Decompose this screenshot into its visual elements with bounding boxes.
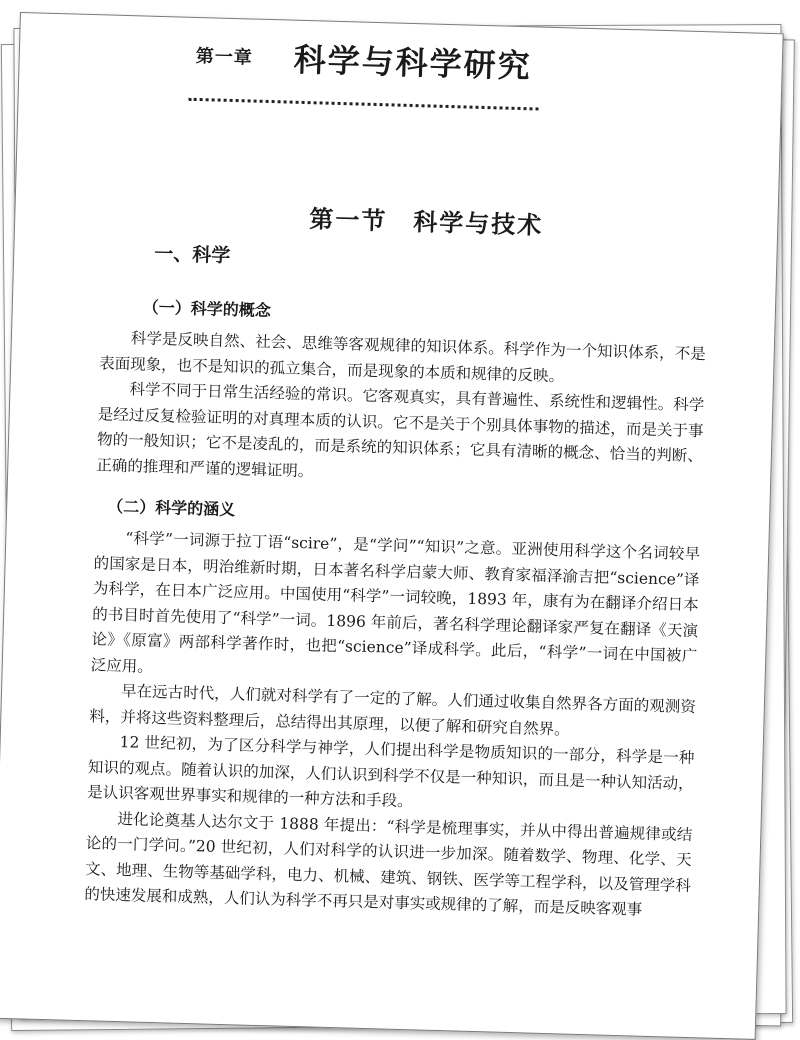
chapter-title: 科学与科学研究: [293, 40, 533, 86]
concept-body: [96, 325, 706, 495]
heading-concept: （一）科学的概念: [142, 297, 272, 321]
meaning-body: [84, 525, 700, 924]
chapter-header: [189, 28, 541, 111]
paragraph: 早在远古时代，人们就对科学有了一定的了解。人们通过收集自然界各方面的观测资料，并将这些资料整理后，总结得出其原理，以便了解和研究自然界。: [89, 682, 697, 739]
chapter-label: 第一章: [195, 45, 254, 69]
heading-meaning: （二）科学的涵义: [106, 496, 236, 520]
paragraph: 科学是反映自然、社会、思维等客观规律的知识体系。科学作为一个知识体系，不是表面现象，也不是知识的孤立集合，而是现象的本质和规律的反映。: [98, 329, 706, 385]
document-page: [0, 12, 784, 1040]
paragraph: 进化论奠基人达尔文于 1888 年提出：“科学是梳理事实，并从中得出普遍规律或结论的一门学问。”20 世纪初，人们对科学的认识进一步加深。随着数学、物理、化学、天文、地理、生物等基础学科，电力、机械、建筑、钢铁、医学等工程学科，以及管理学科的快速发展和成熟，人们认为科学不再只是对事实或规律的了解，而是反映客观事: [84, 809, 693, 919]
paragraph: 科学不同于日常生活经验的常识。它客观真实，具有普遍性、系统性和逻辑性。科学是经过反复检验证明的对真理本质的认识。它不是关于个别具体事物的描述，而是关于事物的一般知识；它不是凌乱的，而是系统的知识体系；它具有清晰的概念、恰当的判断、正确的推理和严谨的逻辑证明。: [96, 380, 705, 480]
paragraph: 12 世纪初，为了区分科学与神学，人们提出科学是物质知识的一部分，科学是一种知识的观点。随着认识的加深，人们认识到科学不仅是一种知识，而且是一种认知活动，是认识客观世界事实和规律的一种方法和手段。: [86, 733, 695, 811]
paragraph: “科学”一词源于拉丁语“scire”，是“学问”“知识”之意。亚洲使用科学这个名词较早的国家是日本，明治维新时期，日本著名科学启蒙大师、教育家福泽渝吉把“science”译为科学，在日本广泛应用。中国使用“科学”一词较晚，1893 年，康有为在翻译介绍日本的书目时首先使用了“科学”一词。1896 年前后，著名科学理论翻译家严复在翻译《天演论》《原富》两部科学著作时，也把“science”译成科学。此后，“科学”一词在中国被广泛应用。: [90, 529, 701, 676]
section-title: 第一节 科学与技术: [308, 204, 544, 240]
heading-science: 一、科学: [153, 242, 231, 267]
